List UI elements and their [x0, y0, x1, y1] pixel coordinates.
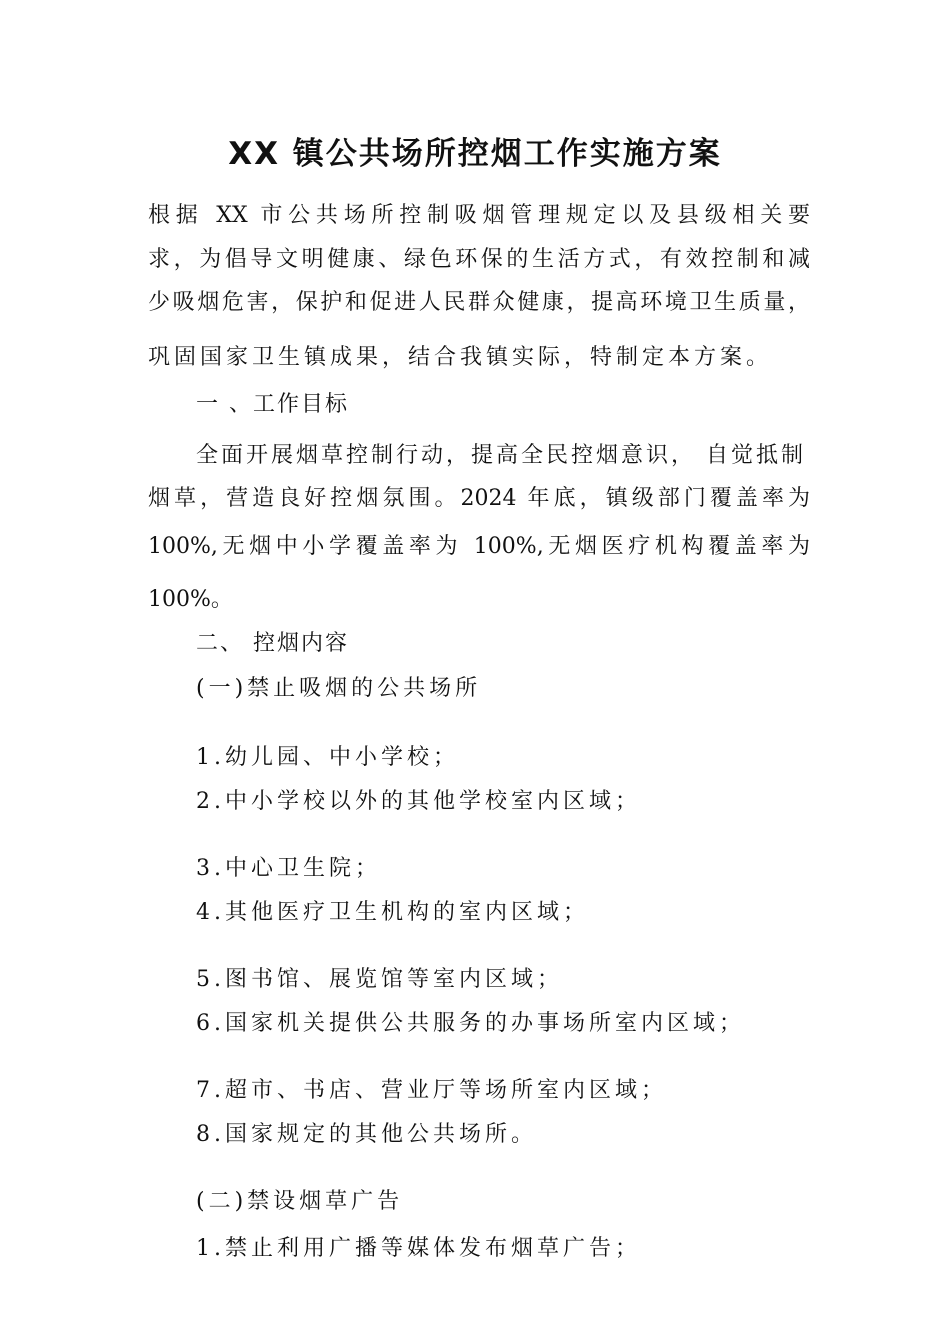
list-item: 1.禁止利用广播等媒体发布烟草广告；	[196, 1236, 641, 1261]
section-1-line-1: 全面开展烟草控制行动，提高全民控烟意识， 自觉抵制	[196, 443, 806, 468]
list-item: 5.图书馆、展览馆等室内区域；	[196, 967, 563, 992]
list-item: 7.超市、书店、营业厅等场所室内区域；	[196, 1078, 667, 1103]
section-1-line-4: 100%。	[148, 587, 233, 612]
list-item: 4.其他医疗卫生机构的室内区域；	[196, 900, 589, 925]
section-1-heading: 一 、工作目标	[196, 392, 349, 417]
list-item: 6.国家机关提供公共服务的办事场所室内区域；	[196, 1011, 745, 1036]
section-2-heading: 二、 控烟内容	[196, 631, 349, 656]
list-item: 3.中心卫生院；	[196, 856, 381, 881]
section-1-line-3: 100%,无烟中小学覆盖率为 100%,无烟医疗机构覆盖率为	[148, 534, 810, 559]
document-title: XX 镇公共场所控烟工作实施方案	[228, 136, 722, 172]
intro-line-2: 求，为倡导文明健康、绿色环保的生活方式，有效控制和减	[148, 247, 810, 272]
section-1-line-2: 烟草，营造良好控烟氛围。2024 年底，镇级部门覆盖率为	[148, 486, 810, 511]
list-item: 1.幼儿园、中小学校；	[196, 745, 459, 770]
intro-line-3: 少吸烟危害，保护和促进人民群众健康，提高环境卫生质量，	[148, 290, 810, 315]
subsection-1-heading: (一)禁止吸烟的公共场所	[196, 676, 482, 701]
subsection-2-heading: (二)禁设烟草广告	[196, 1189, 404, 1214]
list-item: 2.中小学校以外的其他学校室内区域；	[196, 789, 641, 814]
intro-line-4: 巩固国家卫生镇成果，结合我镇实际，特制定本方案。	[148, 345, 773, 370]
list-item: 8.国家规定的其他公共场所。	[196, 1122, 537, 1147]
intro-line-1: 根据 XX 市公共场所控制吸烟管理规定以及县级相关要	[148, 203, 810, 228]
